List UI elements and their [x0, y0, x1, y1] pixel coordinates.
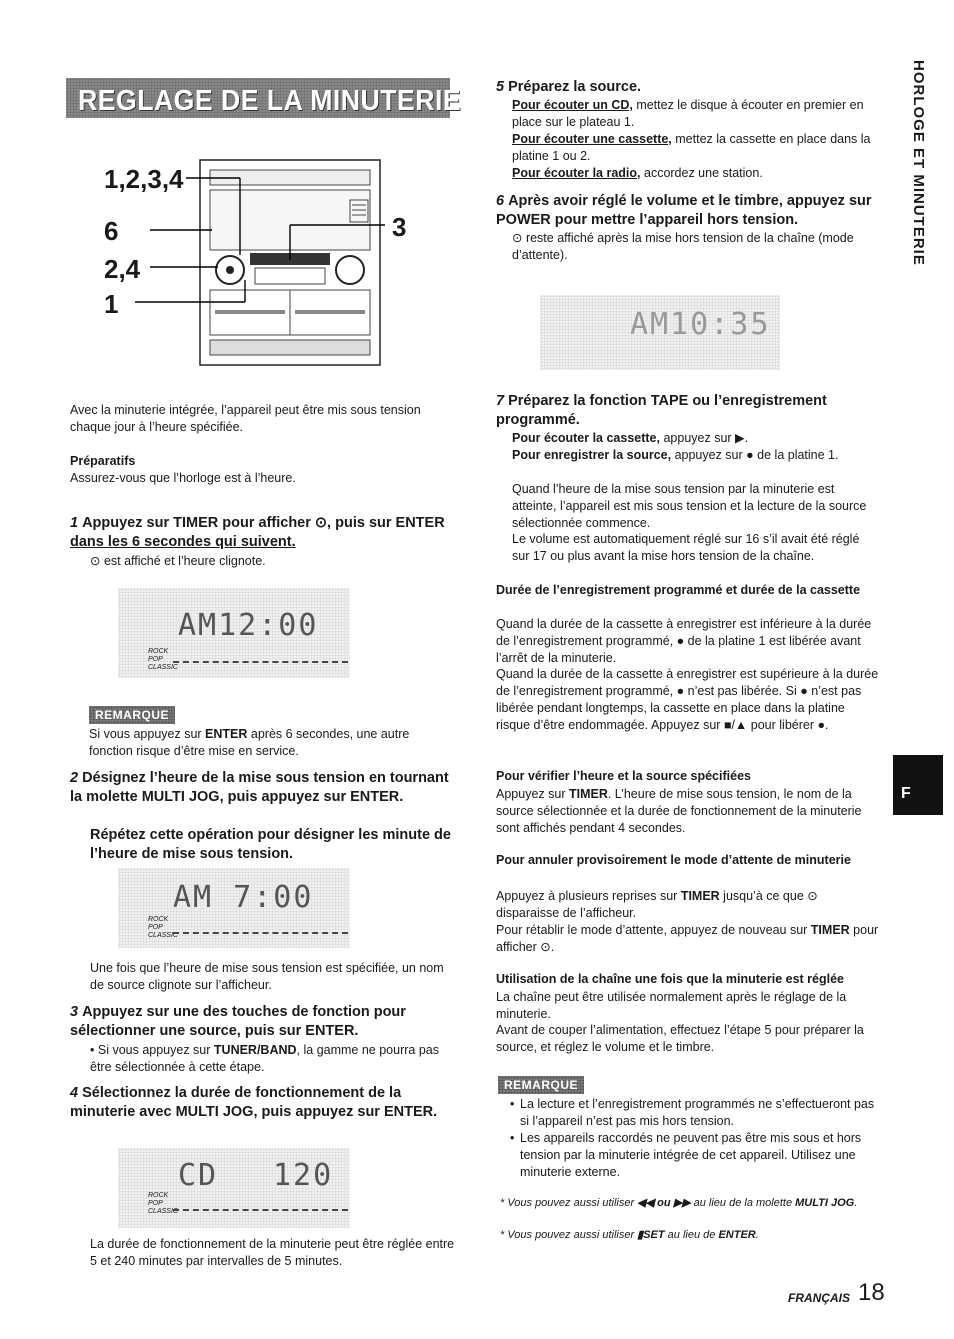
step-4-title: 4 Sélectionnez la durée de fonctionnement de la minuterie avec MULTI JOG, puis appuyez sur ENTER.: [70, 1085, 438, 1120]
step-3-text: • Si vous appuyez sur TUNER/BAND, la gamme ne pourra pas être sélectionnée à cette étape.: [90, 1043, 439, 1074]
lcd-bar-1: [173, 661, 348, 663]
duration-heading: Durée de l’enregistrement programmé et durée de la cassette: [496, 583, 861, 597]
duration-paragraph-2: Quand la durée de la cassette à enregistrer est supérieure à la durée de l’enregistrement programmé, ● n’est pas libérée. Si ● n’est pas libérée pendant longtemps, la cassette en place dans la platine risque d’être endommagée. Appuyez sur ■/▲ pour libérer ●.: [496, 667, 879, 732]
lcd-genre-labels-2: ROCK POP CLASSIC: [148, 916, 178, 939]
step-7-paragraph-1: Quand l’heure de la mise sous tension par la minuterie est atteinte, l’appareil est mis sous tension et la lecture de la source sélectionnée commence.: [512, 482, 867, 530]
page-title: REGLAGE DE LA MINUTERIE: [78, 85, 462, 117]
lcd-display-4: [118, 1148, 350, 1228]
use-paragraph-1: La chaîne peut être utilisée normalement après le réglage de la minuterie.: [496, 990, 847, 1021]
step-5-text: Pour écouter un CD, mettez le disque à écouter en premier en place sur le plateau 1. Pour écouter une cassette, mettez la cassette en place dans la platine 1 ou 2. Pour écouter la radio, accordez une station.: [512, 98, 871, 180]
verify-heading: Pour vérifier l’heure et la source spécifiées: [496, 769, 751, 783]
lcd-time-6: AM10:35: [630, 307, 771, 342]
lcd-display-2: [118, 868, 350, 948]
note-1: * Vous pouvez aussi utiliser ◀◀ ou ▶▶ au lieu de la molette MULTI JOG.: [500, 1197, 858, 1209]
step-1-title: 1 Appuyez sur TIMER pour afficher ⊙, puis sur ENTER dans les 6 secondes qui suivent.: [70, 515, 445, 550]
step-6-title: 6 Après avoir réglé le volume et le timbre, appuyez sur POWER pour mettre l’appareil hors tension.: [496, 193, 872, 228]
intro-text: Avec la minuterie intégrée, l’appareil peut être mis sous tension chaque jour à l’heure spécifiée.: [70, 403, 421, 434]
use-paragraph-2: Avant de couper l’alimentation, effectuez l’étape 5 pour préparer la source, et réglez le volume et le timbre.: [496, 1023, 864, 1054]
step-7-options: Pour écouter la cassette, appuyez sur ▶. Pour enregistrer la source, appuyez sur ● de la platine 1.: [512, 431, 839, 462]
cancel-heading: Pour annuler provisoirement le mode d’attente de minuterie: [496, 853, 851, 867]
step-3-title: 3 Appuyez sur une des touches de fonction pour sélectionner une source, puis sur ENTER.: [70, 1004, 406, 1039]
verify-text: Appuyez sur TIMER. L’heure de mise sous tension, le nom de la source sélectionnée et la durée de fonctionnement de la minuterie sont affichés pendant 4 secondes.: [496, 787, 862, 835]
label-step-1: 1: [104, 289, 119, 319]
label-steps-1234: 1,2,3,4: [104, 164, 184, 194]
note-2: * Vous pouvez aussi utiliser ▮SET au lieu de ENTER.: [500, 1229, 759, 1241]
cancel-text: Appuyez à plusieurs reprises sur TIMER jusqu’à ce que ⊙ disparaisse de l’afficheur. Pour rétablir le mode d’attente, appuyez de nouveau sur TIMER pour afficher ⊙.: [496, 889, 879, 954]
footer-lang: FRANÇAIS: [788, 1291, 850, 1305]
language-tab: [893, 755, 943, 815]
step-7-title: 7 Préparez la fonction TAPE ou l’enregistrement programmé.: [496, 393, 827, 428]
prep-title: Préparatifs: [70, 454, 136, 468]
page-number: 18: [858, 1279, 885, 1306]
step-1-text: ⊙ est affiché et l’heure clignote.: [90, 554, 266, 568]
lcd-genre-labels-4: ROCK POP CLASSIC: [148, 1192, 178, 1215]
remark-2-list: [508, 1096, 883, 1181]
title-banner: [66, 78, 462, 118]
use-heading: Utilisation de la chaîne une fois que la minuterie est réglée: [496, 972, 845, 986]
lcd-bar-2: [173, 932, 348, 934]
step-2-title: 2 Désignez l’heure de la mise sous tension en tournant la molette MULTI JOG, puis appuyez sur ENTER.: [70, 770, 449, 805]
step-1-number: 1: [70, 515, 79, 531]
lcd-source-4: CD: [178, 1158, 219, 1193]
language-letter: F: [901, 785, 911, 802]
remark-2-item: • Les appareils raccordés ne peuvent pas être mis sous et hors tension par la minuterie intégrée de cet appareil. Utilisez une minuterie externe.: [520, 1130, 883, 1181]
remark-badge-2: REMARQUE: [498, 1076, 584, 1094]
remark-1-text: Si vous appuyez sur ENTER après 6 secondes, une autre fonction risque d’être mise en service.: [89, 727, 410, 758]
prep-text: Assurez-vous que l’horloge est à l’heure.: [70, 471, 296, 485]
label-steps-24: 2,4: [104, 254, 141, 284]
lcd-display-6: [540, 295, 780, 370]
label-step-6: 6: [104, 216, 119, 246]
lcd-duration-4: 120: [273, 1158, 334, 1193]
side-section-label: HORLOGE ET MINUTERIE: [910, 60, 927, 266]
step-2-title-repeat: Répétez cette opération pour désigner les minute de l’heure de mise sous tension.: [90, 827, 451, 862]
remark-badge-1: REMARQUE: [89, 706, 175, 724]
step-7-paragraph-2: Le volume est automatiquement réglé sur 16 s’il avait été réglé sur 17 ou plus avant la mise hors tension de la chaîne.: [512, 532, 860, 563]
lcd-display-1: [118, 588, 350, 678]
lcd-genre-labels-1: ROCK POP CLASSIC: [148, 648, 178, 671]
lcd-time-2: AM 7:00: [173, 880, 314, 915]
step-6-text: ⊙ reste affiché après la mise hors tension de la chaîne (mode d’attente).: [512, 231, 854, 262]
label-step-3: 3: [392, 212, 407, 242]
step-4-text: La durée de fonctionnement de la minuterie peut être réglée entre 5 et 240 minutes par intervalles de 5 minutes.: [90, 1237, 455, 1268]
duration-paragraph-1: Quand la durée de la cassette à enregistrer est inférieure à la durée de l’enregistrement programmé, ● de la platine 1 est libérée avant l’arrêt de la minuterie.: [496, 617, 872, 665]
lcd-time-1: AM12:00: [178, 608, 319, 643]
step-5-title: 5 Préparez la source.: [496, 79, 642, 95]
lcd-bar-4: [173, 1209, 348, 1211]
step-2-text: Une fois que l’heure de mise sous tension est spécifiée, un nom de source clignote sur l’afficheur.: [90, 961, 444, 992]
remark-2-item: • La lecture et l’enregistrement programmés ne s’effectueront pas si l’appareil n’est pas mis hors tension.: [520, 1096, 883, 1130]
side-section-tab: [902, 60, 928, 310]
